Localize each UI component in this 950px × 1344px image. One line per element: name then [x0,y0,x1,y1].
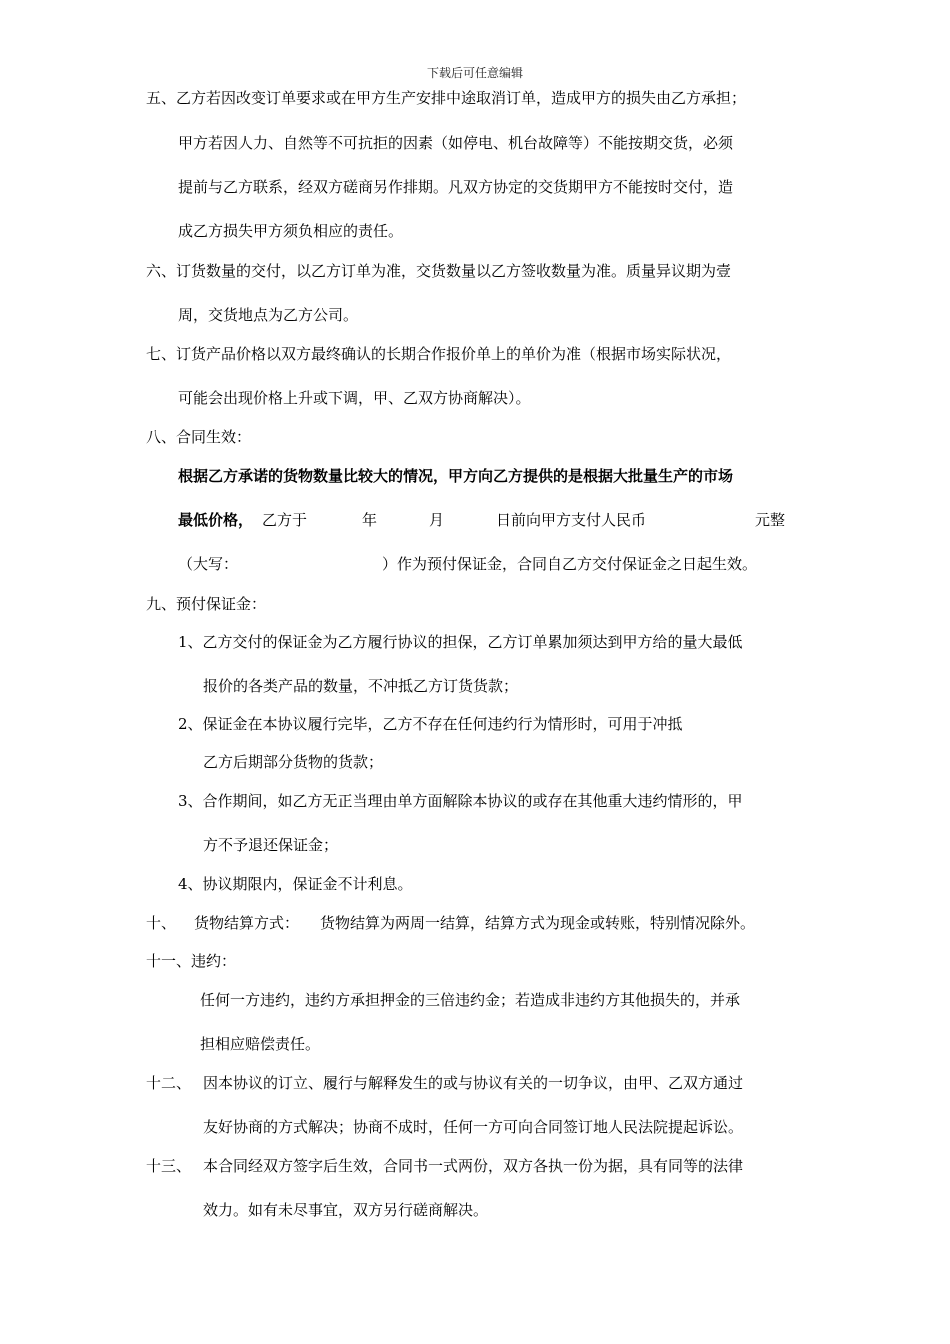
clause-9-item-4: 4、协议期限内，保证金不计利息。 [178,875,413,893]
capital-amount-label: （大写： [178,555,239,573]
page-header: 下载后可任意编辑 [426,66,523,80]
clause-11-heading: 十一、违约： [146,952,237,970]
clause-11-line-2: 担相应赔偿责任。 [200,1035,321,1053]
month-label: 月 [429,511,445,529]
clause-13-text: 本合同经双方签字后生效，合同书一式两份，双方各执一份为据，具有同等的法律 [203,1157,744,1175]
clause-11-line-1: 任何一方违约，违约方承担押金的三倍违约金；若造成非违约方其他损失的，并承 [200,991,741,1009]
clause-5-line-4: 成乙方损失甲方须负相应的责任。 [178,222,404,240]
clause-8-line-1: 根据乙方承诺的货物数量比较大的情况，甲方向乙方提供的是根据大批量生产的市场 [178,467,734,485]
clause-9-item-1-line-2: 报价的各类产品的数量，不冲抵乙方订货货款； [203,677,519,695]
clause-12-number: 十二、 [146,1074,192,1092]
clause-7-line-2: 可能会出现价格上升或下调，甲、乙双方协商解决）。 [178,389,531,407]
clause-9-item-2-line-1: 2、保证金在本协议履行完毕，乙方不存在任何违约行为情形时，可用于冲抵 [178,715,683,733]
clause-6-line-1: 六、订货数量的交付，以乙方订单为准，交货数量以乙方签收数量为准。质量异议期为壹 [146,262,732,280]
lowest-price-bold: 最低价格， [178,511,254,529]
clause-10-text: 货物结算为两周一结算，结算方式为现金或转账，特别情况除外。 [320,914,756,932]
clause-12-line-1 [146,1073,816,1093]
clause-12-line-2: 友好协商的方式解决；协商不成时，任何一方可向合同签订地人民法院提起诉讼。 [203,1118,744,1136]
clause-10-title: 货物结算方式： [194,914,300,932]
party-b-text: 乙方于 [262,511,308,529]
clause-9-item-3-line-2: 方不予退还保证金； [203,836,339,854]
clause-13-line-2: 效力。如有未尽事宜，双方另行磋商解决。 [203,1201,489,1219]
clause-8-heading: 八、合同生效： [146,428,252,446]
clause-12-text: 因本协议的订立、履行与解释发生的或与协议有关的一切争议，由甲、乙双方通过 [203,1074,744,1092]
clause-13-number: 十三、 [146,1157,192,1175]
clause-9-heading: 九、预付保证金： [146,595,267,613]
clause-7-line-1: 七、订货产品价格以双方最终确认的长期合作报价单上的单价为准（根据市场实际状况， [146,345,732,363]
year-label: 年 [362,511,378,529]
clause-10-number: 十、 [146,914,177,932]
clause-5-line-3: 提前与乙方联系，经双方磋商另作排期。凡双方协定的交货期甲方不能按时交付，造 [178,178,734,196]
clause-10 [146,913,816,933]
clause-9-item-2-line-2: 乙方后期部分货物的货款； [203,753,384,771]
deposit-effective-text: ）作为预付保证金，合同自乙方交付保证金之日起生效。 [382,555,758,573]
clause-13-line-1 [146,1156,816,1176]
yuan-label: 元整 [755,511,786,529]
clause-6-line-2: 周，交货地点为乙方公司。 [178,306,359,324]
clause-5-line-2: 甲方若因人力、自然等不可抗拒的因素（如停电、机台故障等）不能按期交货，必须 [178,134,734,152]
clause-9-item-3-line-1: 3、合作期间，如乙方无正当理由单方面解除本协议的或存在其他重大违约情形的，甲 [178,792,743,810]
clause-9-item-1-line-1: 1、乙方交付的保证金为乙方履行协议的担保，乙方订单累加须达到甲方给的量大最低 [178,633,743,651]
clause-5-line-1: 五、乙方若因改变订单要求或在甲方生产安排中途取消订单，造成甲方的损失由乙方承担； [146,89,747,107]
clause-8-line-2 [178,510,818,530]
clause-8-line-3 [178,554,818,574]
day-payment-text: 日前向甲方支付人民币 [496,511,647,529]
